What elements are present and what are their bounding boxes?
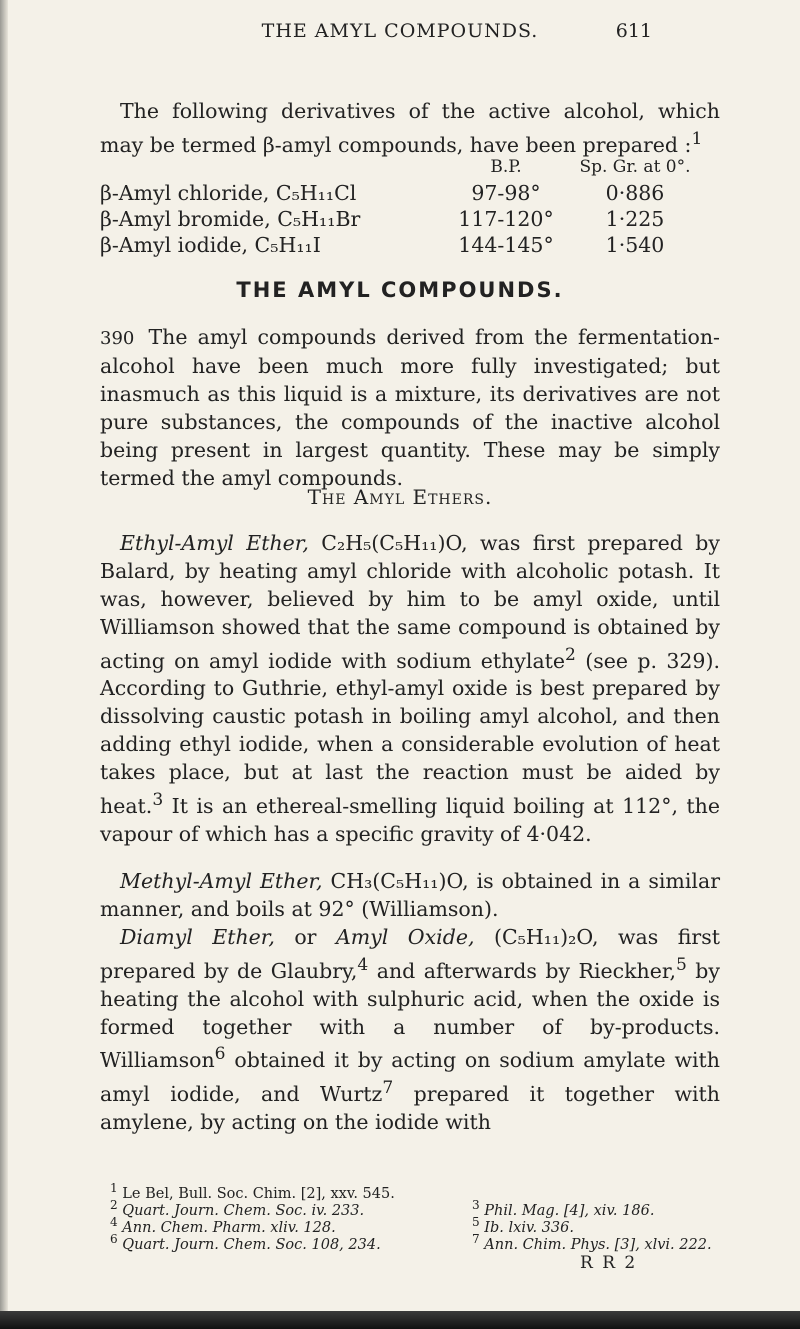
paragraph-text: was first prepared by de Glaubry,: [100, 925, 720, 983]
boiling-point: 97-98°: [471, 181, 541, 205]
footnote-number: 3: [472, 1198, 480, 1212]
footnote-row: [100, 1231, 740, 1253]
footnote-ref-3: 3: [152, 789, 164, 810]
compound-title: Ethyl-Amyl Ether,: [120, 531, 309, 555]
beta-amyl-table: [100, 154, 740, 258]
footnote-ref-4: 4: [357, 954, 369, 975]
paragraph-text: and afterwards by Rieckher,: [368, 958, 676, 983]
specific-gravity: 1·225: [605, 207, 665, 231]
footnote-7: [472, 1231, 712, 1254]
footnote-row: [100, 1180, 740, 1202]
paragraph-text: was first prepared by Balard, by heating amyl chloride with alcoholic potash. It was, however, believed by him to be amyl oxide, until Williamson showed that the same compound is obtained by acting on amyl iodide with sodium ethylate: [100, 531, 720, 673]
footnote-ref-2: 2: [565, 644, 576, 665]
footnote-number: 6: [110, 1232, 118, 1246]
paragraph-text: (see p. 329). According to Guthrie, ethyl-amyl oxide is best prepared by dissolving caustic potash in boiling amyl alcohol, and then adding ethyl iodide, when a considerable evolution of heat takes place, but at last the reaction must be aided by heat.: [100, 648, 720, 818]
footnote-ref-7: 7: [382, 1078, 394, 1099]
footnote-row: [100, 1214, 740, 1236]
compound-title: Diamyl Ether,: [120, 925, 275, 949]
footnote-ref-1: 1: [691, 128, 703, 149]
table-row: [100, 232, 740, 258]
specific-gravity: 0·886: [605, 181, 665, 205]
subsection-heading: The Amyl Ethers.: [307, 485, 493, 509]
boiling-point: 144-145°: [458, 233, 554, 257]
boiling-point: 117-120°: [458, 207, 554, 231]
running-head: [0, 18, 800, 48]
specific-gravity: 1·540: [605, 233, 665, 257]
footnote-ref-6: 6: [214, 1044, 226, 1065]
scan-bottom-edge: [0, 1311, 800, 1329]
compound-name: β-Amyl chloride, C₅H₁₁Cl: [100, 181, 357, 205]
formula: C₂H₅(C₅H₁₁)O,: [321, 531, 468, 555]
printer-signature: R R 2: [580, 1253, 638, 1273]
section-number: 390: [100, 328, 135, 349]
paragraph-methyl-amyl-ether: [100, 868, 720, 924]
table-row: [100, 206, 740, 232]
footnote-number: 2: [110, 1198, 118, 1212]
compound-name: β-Amyl bromide, C₅H₁₁Br: [100, 207, 361, 231]
footnote-number: 1: [110, 1181, 118, 1195]
formula: (C₅H₁₁)₂O,: [493, 925, 599, 949]
footnote-text: Ann. Chim. Phys. [3], xlvi. 222.: [484, 1236, 712, 1253]
paragraph-text: obtained it by acting on sodium amylate with amyl iodide, and Wurtz: [100, 1048, 720, 1107]
paragraph-text: prepared it together with amylene, by acting on the iodide with: [100, 1082, 720, 1134]
footnotes: [100, 1180, 740, 1253]
paragraph-diamyl-ether: [100, 924, 720, 1137]
paragraph-text: It is an ethereal-smelling liquid boiling at 112°, the vapour of which has a specific gravity of 4·042.: [100, 793, 720, 846]
header-specific-gravity: Sp. Gr. at 0°.: [579, 157, 691, 177]
footnote-text: Ann. Chem. Pharm. xliv. 128.: [122, 1219, 336, 1236]
footnote-text: Phil. Mag. [4], xiv. 186.: [484, 1202, 655, 1219]
formula: CH₃(C₅H₁₁)O,: [330, 869, 469, 893]
footnote-number: 4: [110, 1215, 118, 1229]
footnote-text: Ib. lxiv. 336.: [484, 1219, 574, 1236]
footnote-text: Quart. Journ. Chem. Soc. iv. 233.: [122, 1202, 365, 1219]
connector-text: or: [274, 925, 336, 949]
compound-name: β-Amyl iodide, C₅H₁₁I: [100, 233, 321, 257]
paragraph-ethyl-amyl-ether: [100, 530, 720, 849]
intro-paragraph: [100, 98, 720, 160]
footnote-ref-5: 5: [675, 954, 687, 975]
table-row: [100, 180, 740, 206]
header-boiling-point: B.P.: [490, 157, 522, 177]
intro-text: The following derivatives of the active alcohol, which may be termed β-amyl compounds, have been prepared :: [100, 99, 720, 157]
footnote-text: Le Bel, Bull. Soc. Chim. [2], xxv. 545.: [122, 1185, 395, 1202]
footnote-number: 5: [472, 1215, 480, 1229]
section-heading: THE AMYL COMPOUNDS.: [236, 278, 564, 302]
paragraph-text: is obtained in a similar manner, and boils at 92° (Williamson).: [100, 869, 720, 921]
compound-title-alt: Amyl Oxide,: [335, 925, 475, 949]
page-number: 611: [615, 20, 652, 42]
footnote-text: Quart. Journ. Chem. Soc. 108, 234.: [122, 1236, 381, 1253]
running-head-title: THE AMYL COMPOUNDS.: [261, 20, 539, 42]
paragraph-390: [100, 324, 720, 492]
footnote-row: [100, 1197, 740, 1219]
paragraph-text: by heating the alcohol with sulphuric acid, when the oxide is formed together with a number of by-products. Williamson: [100, 958, 720, 1073]
compound-title: Methyl-Amyl Ether,: [120, 869, 323, 893]
footnote-number: 7: [472, 1232, 480, 1246]
table-header: [100, 154, 740, 180]
footnote-6: [110, 1231, 381, 1254]
paragraph-text: The amyl compounds derived from the fermentation-alcohol have been much more fully investigated; but inasmuch as this liquid is a mixture, its derivatives are not pure substances, the compounds of the inactive alcohol being present in largest quantity. These may be simply termed the amyl compounds.: [100, 325, 720, 490]
